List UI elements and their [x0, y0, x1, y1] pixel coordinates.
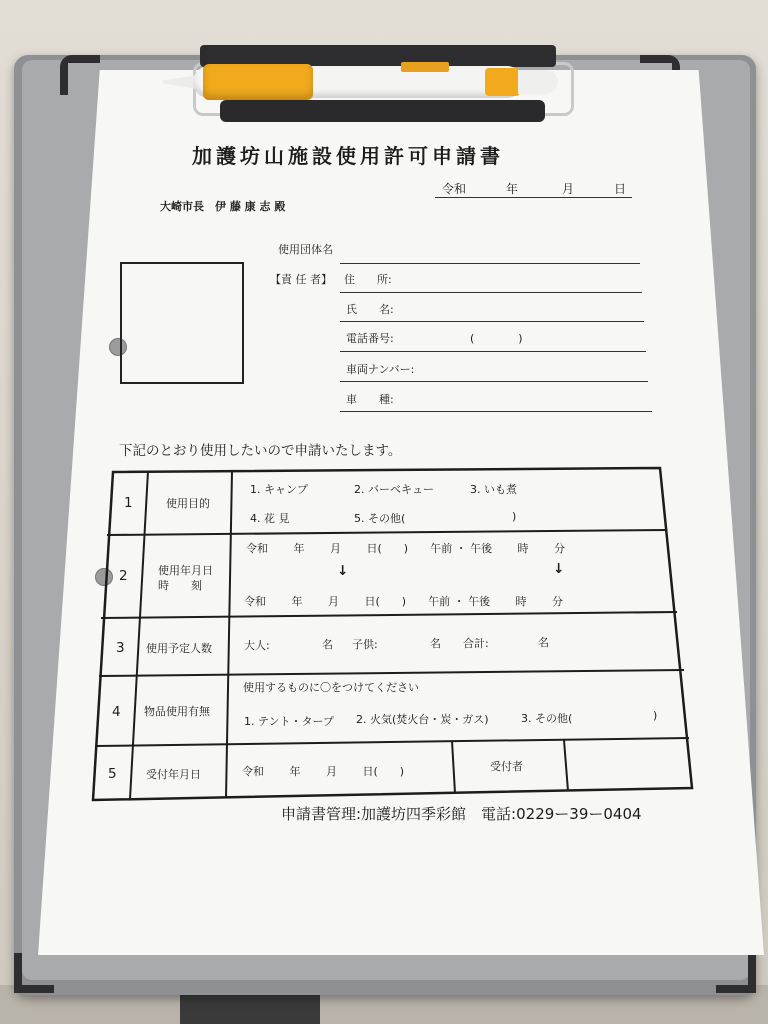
item-option-tent: 1. テント・タープ	[244, 715, 334, 728]
form-title: 加護坊山施設使用許可申請書	[192, 144, 504, 168]
phone-parens: ( )	[470, 332, 523, 345]
row2-heading-time: 時 刻	[158, 579, 202, 592]
org-label: 使用団体名	[278, 243, 333, 256]
row4-heading: 物品使用有無	[144, 705, 210, 718]
car-type-label: 車 種:	[346, 393, 394, 406]
row5-heading: 受付年月日	[146, 768, 201, 781]
end-datetime-line: 令和 年 月 日( ) 午前 ・ 午後 時 分	[244, 595, 564, 608]
date-day: 日	[614, 182, 627, 196]
date-year: 年	[506, 182, 519, 196]
purpose-option-other-close: )	[512, 510, 517, 523]
date-era: 令和	[442, 182, 467, 196]
start-datetime-line: 令和 年 月 日( ) 午前 ・ 午後 時 分	[246, 542, 566, 555]
row1-number: 1	[124, 495, 133, 511]
purpose-option-other: 5. その他(	[354, 512, 406, 525]
row2-number: 2	[119, 568, 128, 584]
item-option-other-close: )	[653, 709, 658, 722]
purpose-option-bbq: 2. バーベキュー	[354, 483, 434, 496]
addressee: 大崎市長 伊 藤 康 志 殿	[160, 200, 286, 213]
item-option-other: 3. その他(	[521, 712, 573, 725]
total-label: 合計:	[463, 637, 489, 650]
responsible-label: 【責 任 者】	[270, 273, 332, 286]
phone-label: 電話番号:	[346, 332, 394, 345]
row5-number: 5	[108, 766, 117, 782]
items-instruction: 使用するものに〇をつけてください	[243, 681, 419, 694]
purpose-option-hanami: 4. 花 見	[250, 512, 290, 525]
row3-number: 3	[116, 640, 125, 656]
row2-heading-date: 使用年月日	[158, 564, 213, 577]
name-label: 氏 名:	[346, 303, 394, 316]
purpose-option-imoni: 3. いも煮	[470, 483, 517, 496]
item-option-fire: 2. 火気(焚火台・炭・ガス)	[356, 713, 489, 726]
plate-label: 車両ナンバー:	[346, 363, 415, 376]
adult-unit: 名	[322, 638, 333, 651]
adult-label: 大人:	[244, 639, 270, 652]
receiver-label: 受付者	[490, 760, 523, 773]
row3-heading: 使用予定人数	[146, 642, 212, 655]
form-footer: 申請書管理:加護坊四季彩館 電話:0229ー39ー0404	[281, 805, 642, 823]
intro-sentence: 下記のとおり使用したいので申請いたします。	[119, 443, 402, 459]
address-label: 住 所:	[344, 273, 392, 286]
child-unit: 名	[430, 637, 441, 650]
purpose-option-camp: 1. キャンプ	[250, 483, 308, 496]
child-label: 子供:	[352, 638, 378, 651]
date-month: 月	[562, 182, 575, 196]
arrow-down-icon: ↓	[337, 563, 349, 579]
row4-number: 4	[112, 704, 121, 720]
total-unit: 名	[538, 636, 549, 649]
arrow-down-icon: ↓	[553, 561, 565, 577]
row1-heading: 使用目的	[166, 497, 210, 510]
reception-date: 令和 年 月 日( )	[242, 765, 405, 778]
